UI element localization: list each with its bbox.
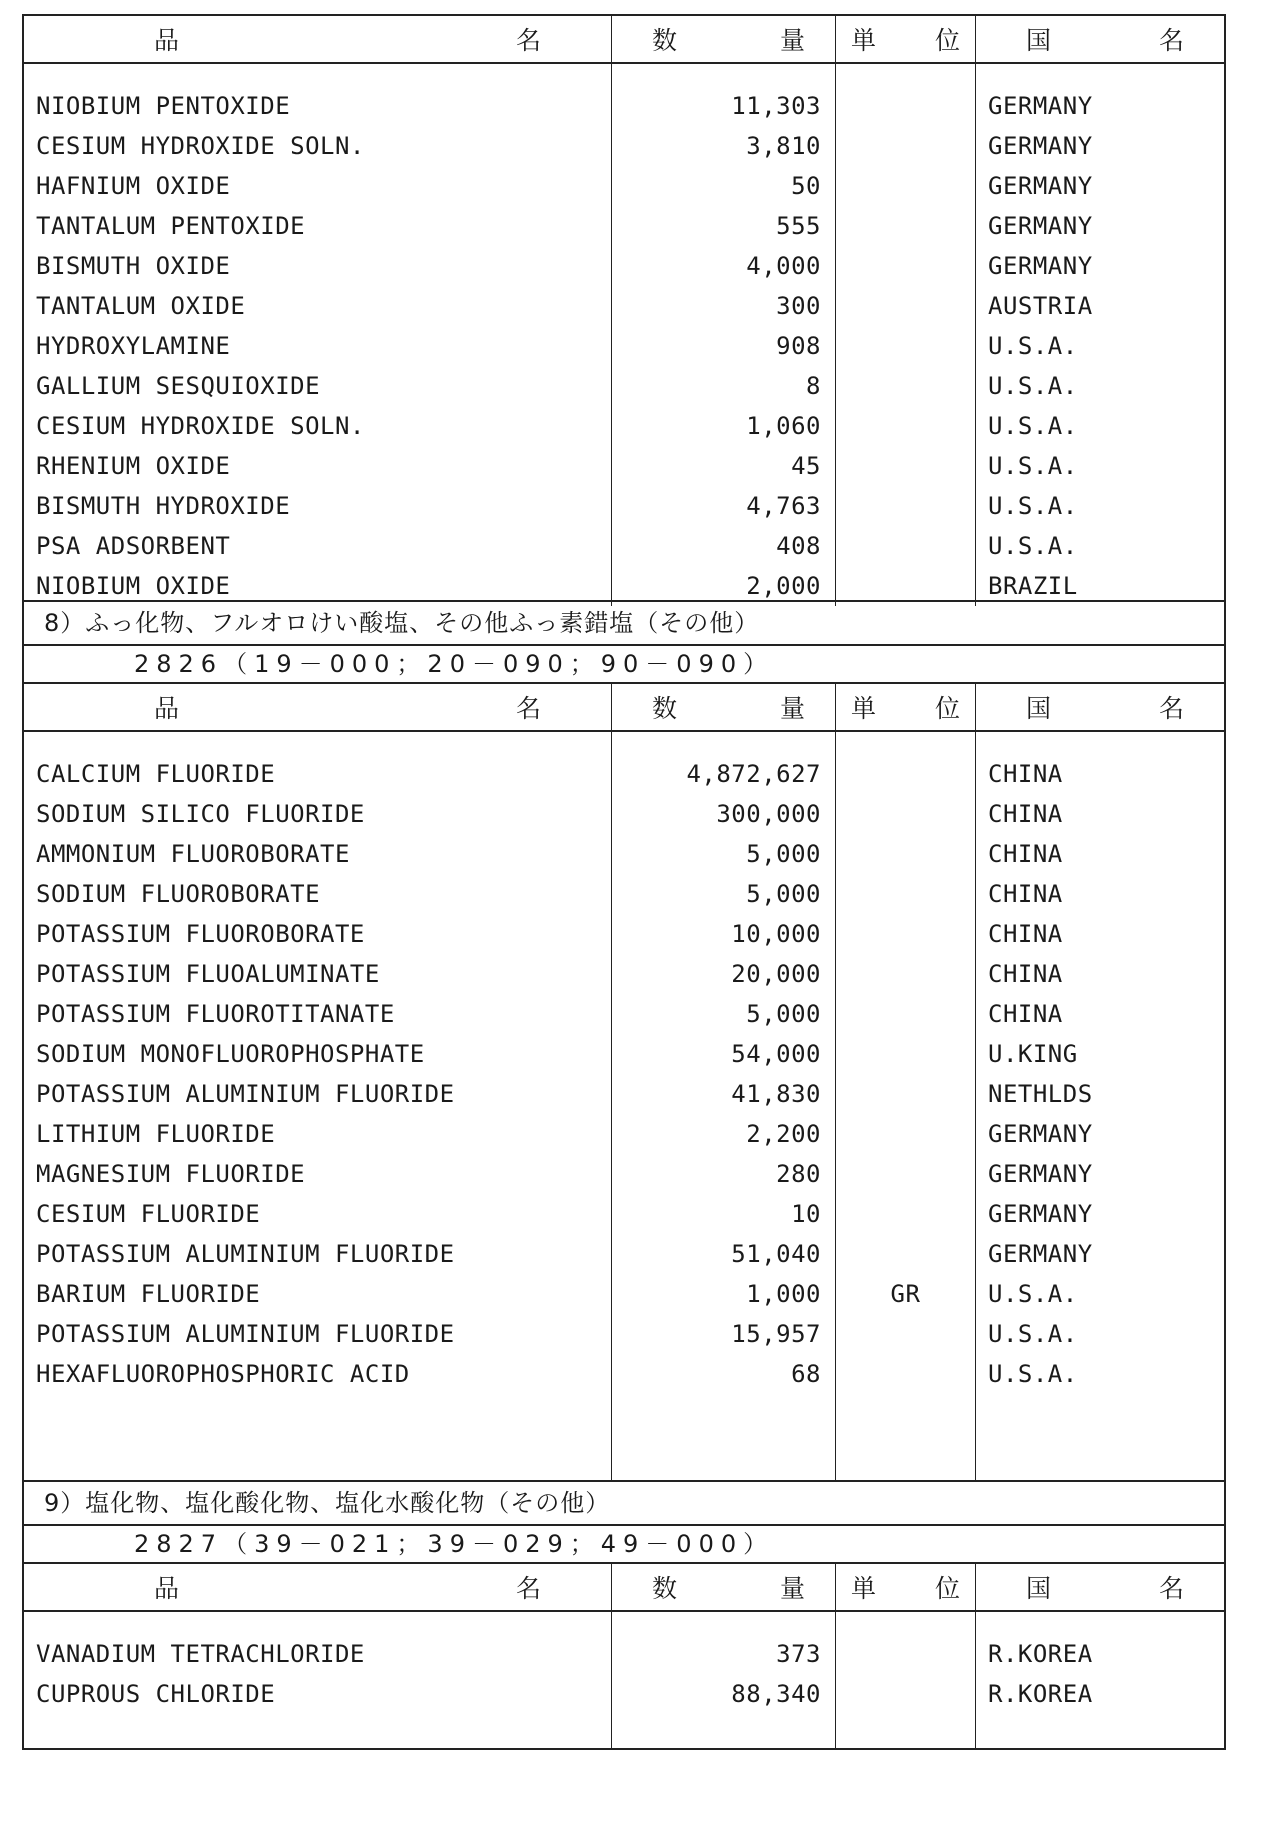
table-body [24, 64, 1224, 600]
item-country: CHINA [988, 960, 1063, 988]
table-body [24, 1612, 1224, 1748]
item-quantity: 1,000 [746, 1280, 821, 1308]
item-country: CHINA [988, 760, 1063, 788]
item-unit [836, 166, 975, 206]
item-unit [836, 1154, 975, 1194]
item-country: CHINA [988, 880, 1063, 908]
item-unit [836, 486, 975, 526]
item-quantity: 4,872,627 [686, 760, 821, 788]
header-name: 品 名 [24, 1564, 612, 1610]
item-quantity: 3,810 [746, 132, 821, 160]
item-name: RHENIUM OXIDE [36, 452, 231, 480]
item-name: CESIUM HYDROXIDE SOLN. [36, 132, 365, 160]
quantity-column [612, 64, 836, 606]
item-name: AMMONIUM FLUOROBORATE [36, 840, 350, 868]
item-country: GERMANY [988, 1160, 1093, 1188]
item-country: CHINA [988, 920, 1063, 948]
item-quantity: 555 [776, 212, 821, 240]
country-column [976, 732, 1224, 1480]
item-quantity: 5,000 [746, 880, 821, 908]
name-column [24, 64, 612, 606]
item-unit [836, 286, 975, 326]
item-country: GERMANY [988, 172, 1093, 200]
item-unit [836, 954, 975, 994]
item-unit [836, 1194, 975, 1234]
item-unit [836, 834, 975, 874]
section-1 [22, 14, 1226, 602]
item-country: GERMANY [988, 1240, 1093, 1268]
item-quantity: 4,763 [746, 492, 821, 520]
item-quantity: 8 [806, 372, 821, 400]
item-quantity: 5,000 [746, 1000, 821, 1028]
item-country: U.S.A. [988, 1320, 1078, 1348]
item-country: AUSTRIA [988, 292, 1093, 320]
header-country: 国 名 [1026, 1574, 1184, 1603]
item-quantity: 11,303 [731, 92, 821, 120]
item-name: POTASSIUM ALUMINIUM FLUORIDE [36, 1240, 455, 1268]
item-name: POTASSIUM FLUOALUMINATE [36, 960, 380, 988]
item-quantity: 280 [776, 1160, 821, 1188]
name-column [24, 732, 612, 1480]
item-name: POTASSIUM ALUMINIUM FLUORIDE [36, 1080, 455, 1108]
item-quantity: 15,957 [731, 1320, 821, 1348]
item-name: BARIUM FLUORIDE [36, 1280, 261, 1308]
header-unit: 単 位 [836, 684, 976, 730]
item-unit [836, 1074, 975, 1114]
item-country: GERMANY [988, 92, 1093, 120]
item-name: SODIUM FLUOROBORATE [36, 880, 321, 908]
item-unit [836, 246, 975, 286]
item-quantity: 1,060 [746, 412, 821, 440]
item-name: VANADIUM TETRACHLORIDE [36, 1640, 365, 1668]
item-unit [836, 126, 975, 166]
section-code: 2827（39－021；39－029；49－000） [22, 1526, 1226, 1564]
item-unit [836, 1114, 975, 1154]
header-name: 品 名 [24, 684, 612, 730]
item-name: NIOBIUM OXIDE [36, 572, 231, 600]
header-unit: 単 位 [836, 16, 976, 62]
item-quantity: 88,340 [731, 1680, 821, 1708]
item-country: U.KING [988, 1040, 1078, 1068]
item-name: POTASSIUM ALUMINIUM FLUORIDE [36, 1320, 455, 1348]
item-unit [836, 1314, 975, 1354]
item-unit [836, 206, 975, 246]
item-name: BISMUTH HYDROXIDE [36, 492, 291, 520]
item-quantity: 300 [776, 292, 821, 320]
item-country: U.S.A. [988, 1280, 1078, 1308]
item-name: TANTALUM PENTOXIDE [36, 212, 306, 240]
item-country: U.S.A. [988, 532, 1078, 560]
table-header [24, 16, 1224, 64]
section-title: 8）ふっ化物、フルオロけい酸塩、その他ふっ素錯塩（その他） [22, 602, 1226, 646]
item-name: CALCIUM FLUORIDE [36, 760, 276, 788]
item-quantity: 10,000 [731, 920, 821, 948]
item-quantity: 50 [791, 172, 821, 200]
item-unit [836, 366, 975, 406]
item-country: CHINA [988, 800, 1063, 828]
item-unit [836, 326, 975, 366]
item-quantity: 20,000 [731, 960, 821, 988]
unit-column [836, 64, 976, 606]
item-name: MAGNESIUM FLUORIDE [36, 1160, 306, 1188]
item-name: GALLIUM SESQUIOXIDE [36, 372, 321, 400]
item-name: PSA ADSORBENT [36, 532, 231, 560]
unit-column [836, 732, 976, 1480]
item-unit [836, 1234, 975, 1274]
item-unit [836, 446, 975, 486]
item-unit [836, 754, 975, 794]
item-unit [836, 406, 975, 446]
item-name: TANTALUM OXIDE [36, 292, 246, 320]
section-title: 9）塩化物、塩化酸化物、塩化水酸化物（その他） [22, 1482, 1226, 1526]
item-country: U.S.A. [988, 412, 1078, 440]
item-country: U.S.A. [988, 372, 1078, 400]
header-quantity: 数 量 [612, 16, 836, 62]
header-unit: 単 位 [836, 1564, 976, 1610]
item-country: BRAZIL [988, 572, 1078, 600]
item-name: LITHIUM FLUORIDE [36, 1120, 276, 1148]
country-column [976, 1612, 1224, 1748]
item-quantity: 4,000 [746, 252, 821, 280]
table-header [24, 684, 1224, 732]
item-unit [836, 1034, 975, 1074]
item-name: POTASSIUM FLUOROBORATE [36, 920, 365, 948]
item-quantity: 10 [791, 1200, 821, 1228]
item-unit [836, 994, 975, 1034]
item-quantity: 68 [791, 1360, 821, 1388]
item-country: U.S.A. [988, 492, 1078, 520]
item-name: BISMUTH OXIDE [36, 252, 231, 280]
item-unit [836, 566, 975, 606]
item-unit [836, 526, 975, 566]
item-quantity: 45 [791, 452, 821, 480]
item-unit [836, 86, 975, 126]
item-unit [836, 1634, 975, 1674]
item-country: R.KOREA [988, 1640, 1093, 1668]
item-unit [836, 914, 975, 954]
item-country: R.KOREA [988, 1680, 1093, 1708]
item-quantity: 373 [776, 1640, 821, 1668]
item-name: POTASSIUM FLUOROTITANATE [36, 1000, 395, 1028]
item-country: GERMANY [988, 132, 1093, 160]
header-country: 国 名 [1026, 26, 1184, 55]
country-column [976, 64, 1224, 606]
item-quantity: 2,000 [746, 572, 821, 600]
item-quantity: 908 [776, 332, 821, 360]
section-2 [22, 684, 1226, 1482]
item-country: GERMANY [988, 1200, 1093, 1228]
item-name: HEXAFLUOROPHOSPHORIC ACID [36, 1360, 410, 1388]
item-quantity: 408 [776, 532, 821, 560]
header-name: 品 名 [24, 16, 612, 62]
item-unit [836, 1674, 975, 1714]
item-name: HYDROXYLAMINE [36, 332, 231, 360]
item-unit [836, 1354, 975, 1394]
header-quantity: 数 量 [612, 1564, 836, 1610]
item-country: CHINA [988, 840, 1063, 868]
item-unit [836, 794, 975, 834]
table-header [24, 1564, 1224, 1612]
item-country: U.S.A. [988, 332, 1078, 360]
quantity-column [612, 1612, 836, 1748]
section-code: 2826（19－000；20－090；90－090） [22, 646, 1226, 684]
item-country: GERMANY [988, 252, 1093, 280]
item-name: HAFNIUM OXIDE [36, 172, 231, 200]
item-name: CUPROUS CHLORIDE [36, 1680, 276, 1708]
item-quantity: 2,200 [746, 1120, 821, 1148]
item-name: CESIUM HYDROXIDE SOLN. [36, 412, 365, 440]
header-quantity: 数 量 [612, 684, 836, 730]
item-quantity: 54,000 [731, 1040, 821, 1068]
item-country: CHINA [988, 1000, 1063, 1028]
item-country: GERMANY [988, 212, 1093, 240]
table-body [24, 732, 1224, 1480]
quantity-column [612, 732, 836, 1480]
item-quantity: 41,830 [731, 1080, 821, 1108]
header-country: 国 名 [1026, 694, 1184, 723]
unit-column [836, 1612, 976, 1748]
item-unit [836, 874, 975, 914]
item-unit: GR [890, 1280, 921, 1308]
item-quantity: 5,000 [746, 840, 821, 868]
item-country: U.S.A. [988, 1360, 1078, 1388]
item-country: NETHLDS [988, 1080, 1093, 1108]
item-quantity: 300,000 [716, 800, 821, 828]
item-name: CESIUM FLUORIDE [36, 1200, 261, 1228]
item-name: SODIUM SILICO FLUORIDE [36, 800, 365, 828]
item-quantity: 51,040 [731, 1240, 821, 1268]
item-name: SODIUM MONOFLUOROPHOSPHATE [36, 1040, 425, 1068]
document-table [22, 14, 1226, 1750]
item-country: GERMANY [988, 1120, 1093, 1148]
section-3 [22, 1564, 1226, 1750]
name-column [24, 1612, 612, 1748]
item-name: NIOBIUM PENTOXIDE [36, 92, 291, 120]
item-country: U.S.A. [988, 452, 1078, 480]
